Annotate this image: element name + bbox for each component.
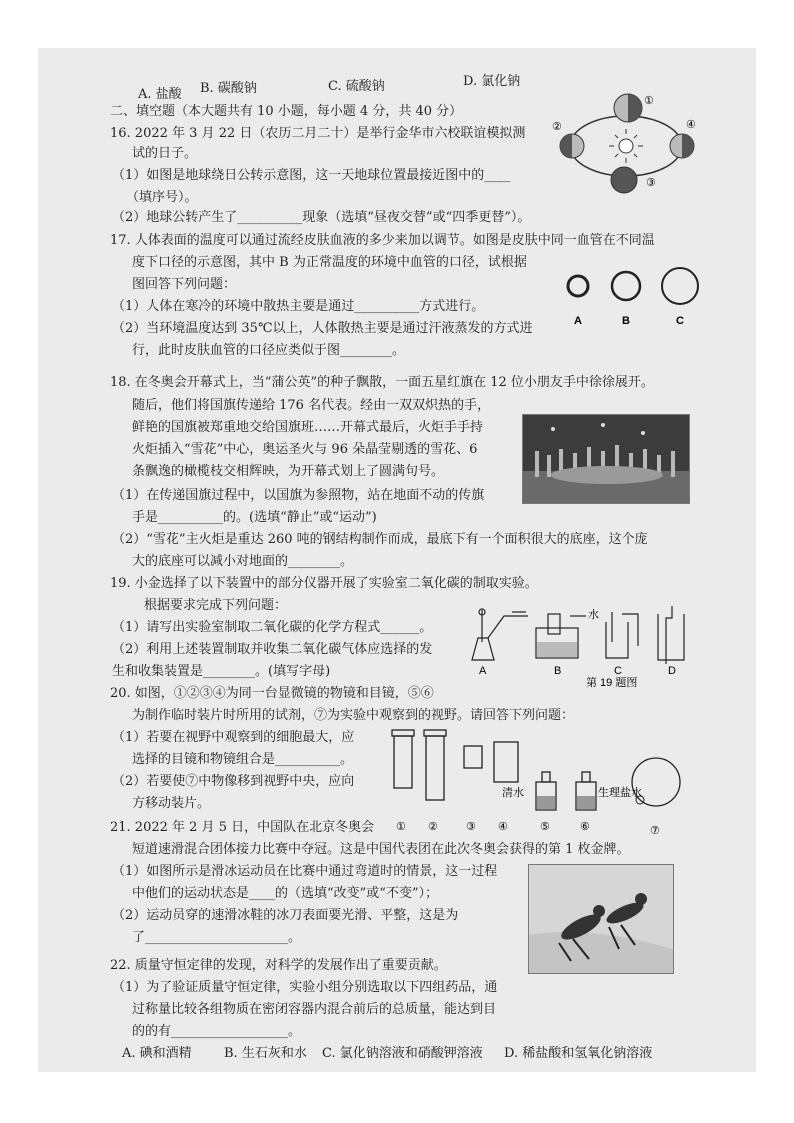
q17-sub2a: （2）当环境温度达到 35℃以上，人体散热主要是通过汗液蒸发的方式进	[112, 321, 533, 336]
q21-sub2a: （2）运动员穿的速滑冰鞋的冰刀表面要光滑、平整，这是为	[112, 908, 459, 923]
q22-line1: 22. 质量守恒定律的发现，对科学的发展作出了重要贡献。	[110, 958, 447, 973]
reagent-saline-label: 生理盐水	[598, 787, 642, 799]
q19-sub2b: 生和收集装置是________。(填写字母)	[112, 664, 331, 679]
vessel-label-c: C	[676, 315, 684, 327]
micro-label-4: ④	[498, 821, 508, 833]
q20-line2: 为制作临时装片时所用的试剂，⑦为实验中观察到的视野。请回答下列问题：	[132, 708, 575, 723]
section-heading: 二、填空题（本大题共有 10 小题，每小题 4 分，共 40 分）	[110, 104, 463, 119]
q17-line1: 17. 人体表面的温度可以通过流经皮肤血液的多少来加以调节。如图是皮肤中同一血管在不同温	[110, 233, 655, 248]
q20-sub1b: 选择的目镜和物镜组合是__________。	[132, 752, 354, 767]
q22-option-b: B. 生石灰和水	[224, 1046, 307, 1061]
micro-label-1: ①	[396, 821, 406, 833]
micro-label-7: ⑦	[650, 825, 660, 837]
q16-line1: 16. 2022 年 3 月 22 日（农历二月二十）是举行金华市六校联谊模拟测	[110, 126, 526, 141]
q16-sub2: （2）地球公转产生了__________现象（选填“昼夜交替”或“四季更替”）。	[112, 210, 531, 225]
q18-line1: 18. 在冬奥会开幕式上，当“蒲公英”的种子飘散，一面五星红旗在 12 位小朋友手中徐徐展开。	[110, 375, 654, 390]
q18-sub2a: （2）“雪花”主火炬是重达 260 吨的钢结构制作而成，最底下有一个面积很大的底座，这个庞	[112, 532, 648, 547]
q21-line2: 短道速滑混合团体接力比赛中夺冠。这是中国代表团在此次冬奥会获得的第 1 枚金牌。	[132, 842, 630, 857]
q18-sub1b: 手是__________的。(选填“静止”或“运动”)	[132, 510, 377, 525]
q22-option-d: D. 稀盐酸和氢氧化钠溶液	[504, 1046, 653, 1061]
apparatus-label-c: C	[614, 665, 622, 677]
q21-sub2b: 了______________________。	[132, 930, 302, 945]
microscope-parts-diagram	[386, 726, 698, 842]
apparatus-label-a: A	[479, 665, 487, 677]
micro-label-5: ⑤	[540, 821, 550, 833]
micro-label-6: ⑥	[580, 821, 590, 833]
speed-skating-photo	[528, 864, 674, 974]
q22-sub1b: 过称量比较各组物质在密闭容器内混合前后的总质量，能达到目	[132, 1002, 497, 1017]
q21-sub1b: 中他们的运动状态是____的（选填“改变”或“不变”）；	[132, 886, 439, 901]
option-c: C. 硫酸钠	[328, 79, 385, 94]
q18-line5: 条飘逸的橄榄枝交相辉映，为开幕式划上了圆满句号。	[132, 464, 445, 479]
earth-orbit-diagram	[550, 88, 700, 198]
q21-sub1a: （1）如图所示是滑冰运动员在比赛中通过弯道时的情景，这一过程	[112, 864, 498, 879]
q17-line3: 图回答下列问题：	[132, 277, 237, 292]
q22-sub1a: （1）为了验证质量守恒定律，实验小组分别选取以下四组药品，通	[112, 980, 498, 995]
blood-vessel-diagram	[560, 266, 710, 330]
q19-line2: 根据要求完成下列问题：	[144, 598, 288, 613]
q19-sub1: （1）请写出实验室制取二氧化碳的化学方程式______。	[112, 620, 433, 635]
apparatus-label-d: D	[668, 665, 676, 677]
orbit-label-4: ④	[686, 119, 696, 131]
opening-ceremony-photo	[522, 414, 690, 504]
q16-sub1a: （1）如图是地球绕日公转示意图，这一天地球位置最接近图中的____	[112, 168, 511, 183]
reagent-water-label: 清水	[502, 787, 524, 799]
orbit-label-3: ③	[646, 177, 656, 189]
q20-sub2b: 方移动装片。	[132, 796, 211, 811]
vessel-label-b: B	[622, 315, 630, 327]
exam-page	[38, 48, 756, 1072]
q21-line1: 21. 2022 年 2 月 5 日，中国队在北京冬奥会	[110, 820, 375, 835]
orbit-label-2: ②	[552, 121, 562, 133]
q20-line1: 20. 如图，①②③④为同一台显微镜的物镜和目镜，⑤⑥	[110, 686, 434, 701]
q17-sub2b: 行，此时皮肤血管的口径应类似于图________。	[132, 343, 406, 358]
apparatus-water-label: 水	[588, 609, 599, 621]
option-b: B. 碳酸钠	[200, 81, 257, 96]
q16-line2: 试的日子。	[132, 146, 198, 161]
q18-line2: 随后，他们将国旗传递给 176 名代表。经由一双双炽热的手，	[132, 398, 491, 413]
q22-option-c: C. 氯化钠溶液和硝酸钾溶液	[322, 1046, 483, 1061]
q17-line2: 度下口径的示意图，其中 B 为正常温度的环境中血管的口径，试根据	[132, 255, 527, 270]
q16-sub1b: （填序号）。	[126, 190, 198, 205]
micro-label-2: ②	[428, 821, 438, 833]
q20-sub2a: （2）若要使⑦中物像移到视野中央，应向	[112, 774, 355, 789]
q20-sub1a: （1）若要在视野中观察到的细胞最大，应	[112, 730, 355, 745]
q18-sub2b: 大的底座可以减小对地面的________。	[132, 554, 354, 569]
q22-option-a: A. 碘和酒精	[122, 1046, 192, 1061]
q17-sub1: （1）人体在寒冷的环境中散热主要是通过__________方式进行。	[112, 299, 485, 314]
apparatus-label-b: B	[554, 665, 562, 677]
option-d: D. 氯化钠	[463, 74, 521, 89]
q18-line4: 火炬插入“雪花”中心，奥运圣火与 96 朵晶莹剔透的雪花、6	[132, 442, 478, 457]
micro-label-3: ③	[466, 821, 476, 833]
q19-line1: 19. 小金选择了以下装置中的部分仪器开展了实验室二氧化碳的制取实验。	[110, 576, 538, 591]
vessel-label-a: A	[574, 315, 582, 327]
q19-sub2a: （2）利用上述装置制取并收集二氧化碳气体应选择的发	[112, 642, 433, 657]
q18-line3: 鲜艳的国旗被郑重地交给国旗班……开幕式最后，火炬手手持	[132, 420, 484, 435]
q18-sub1a: （1）在传递国旗过程中，以国旗为参照物，站在地面不动的传旗	[112, 488, 485, 503]
q22-sub1c: 的的有__________________。	[132, 1024, 302, 1039]
orbit-label-1: ①	[644, 95, 654, 107]
co2-apparatus-diagram	[462, 602, 694, 688]
fig19-caption: 第 19 题图	[586, 677, 638, 688]
option-a: A. 盐酸	[138, 87, 182, 102]
